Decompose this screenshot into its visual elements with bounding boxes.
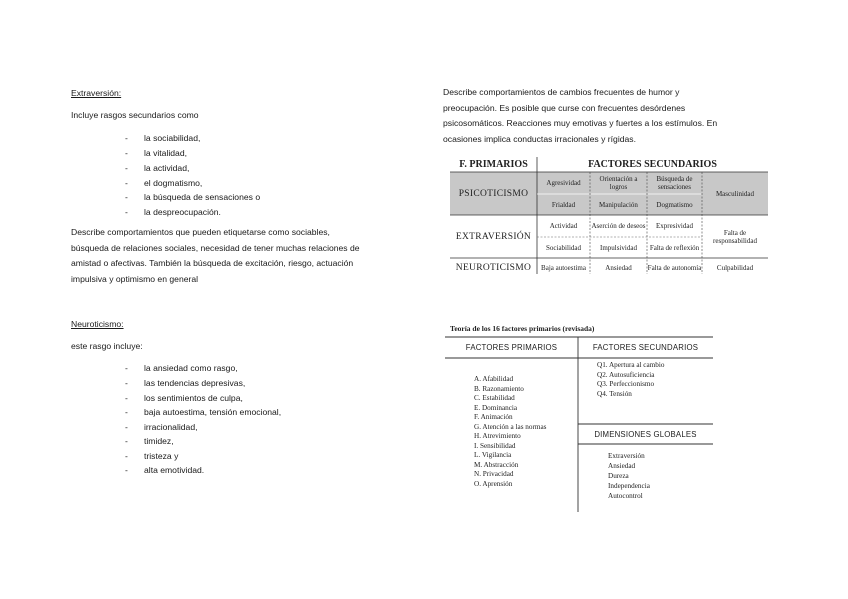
- list-item: L. Vigilancia: [474, 451, 512, 459]
- list-item: Dureza: [608, 472, 629, 480]
- list-item: Q2. Autosuficiencia: [597, 370, 655, 379]
- cell-ansiedad: Ansiedad: [605, 264, 632, 272]
- cell-culpabilidad: Culpabilidad: [716, 264, 754, 272]
- list-item: G. Atención a las normas: [474, 422, 547, 431]
- list-item: I. Sensibilidad: [474, 441, 516, 450]
- cell-dogmatismo: Dogmatismo: [656, 200, 693, 209]
- cell-manipulacion: Manipulación: [599, 200, 638, 209]
- cell-falta-reflexion: Falta de reflexión: [649, 243, 700, 252]
- list-item: Independencia: [608, 482, 650, 490]
- extraversion-intro: Incluye rasgos secundarios como: [71, 110, 199, 120]
- extraversion-description: Describe comportamientos que pueden etiquetarse como sociables, búsqueda de relaciones sociales, necesidad de tener muchas relaciones de amistad o afectivas. También la búsqueda de excitación, riesgo, actuación impulsiva y optimismo en general: [71, 227, 360, 284]
- list-item: E. Dominancia: [474, 403, 518, 412]
- list-item: A. Afabilidad: [474, 375, 514, 383]
- extraversion-label: EXTRAVERSIÓN: [455, 231, 532, 242]
- neuroticismo-label: NEUROTICISMO: [455, 263, 532, 273]
- cell-expresividad: Expresividad: [656, 222, 693, 230]
- neuroticism-description: Describe comportamientos de cambios frecuentes de humor y preocupación. Es posible que curse con frecuentes desórdenes psicosomáticos. Reacciones muy emotivas y fuertes a los estímulos. En ocasiones implica conductas irracionales y rígidas.: [443, 87, 718, 144]
- cell-masculinidad: Masculinidad: [715, 189, 755, 198]
- cell-frialdad: Frialdad: [551, 200, 576, 209]
- psicoticismo-label: PSICOTICISMO: [458, 188, 529, 199]
- list-item: Autocontrol: [608, 492, 643, 500]
- list-item: C. Estabilidad: [474, 394, 515, 402]
- col-secondary-header: FACTORES SECUNDARIOS: [588, 158, 717, 170]
- cell-impulsividad: Impulsividad: [600, 243, 637, 252]
- global-dimensions-header: DIMENSIONES GLOBALES: [594, 429, 697, 439]
- cell-actividad: Actividad: [549, 222, 578, 230]
- col-primary-header: F. PRIMARIOS: [459, 158, 528, 170]
- list-item: H. Atrevimiento: [474, 432, 521, 440]
- cell-sociabilidad: Sociabilidad: [546, 243, 581, 252]
- neuroticism-intro: este rasgo incluye:: [71, 341, 143, 351]
- list-item: O. Aprensión: [474, 479, 513, 488]
- list-item: N. Privacidad: [474, 470, 514, 478]
- sixteen-pf-figure: [445, 324, 713, 514]
- list-item: Q3. Perfeccionismo: [597, 380, 655, 388]
- cell-busqueda: Búsqueda de sensaciones: [656, 175, 693, 191]
- cell-falta-responsabilidad: Falta de responsabilidad: [713, 228, 757, 245]
- primary-factors-header: FACTORES PRIMARIOS: [465, 343, 558, 352]
- neuroticism-heading: Neuroticismo:: [71, 319, 124, 329]
- cell-agresividad: Agresividad: [546, 179, 581, 187]
- cell-baja-autoestima: Baja autoestima: [541, 264, 586, 272]
- cell-asercion: Aserción de deseos: [591, 222, 646, 230]
- factors-table: [450, 157, 768, 274]
- list-item: M. Abstracción: [474, 460, 519, 469]
- list-item: Q4. Tensión: [597, 389, 632, 398]
- cell-falta-autonomia: Falta de autonomía: [647, 264, 702, 272]
- list-item: Q1. Apertura al cambio: [597, 361, 665, 369]
- sixteen-pf-caption: Teoría de los 16 factores primarios (revisada): [450, 324, 595, 333]
- extraversion-heading: Extraversión:: [71, 88, 122, 98]
- list-item: B. Razonamiento: [474, 384, 524, 393]
- cell-orientacion: Orientación a logros: [599, 175, 638, 191]
- list-item: Extraversión: [608, 452, 645, 460]
- secondary-factors-header: FACTORES SECUNDARIOS: [592, 343, 699, 352]
- list-item: F. Animación: [474, 413, 513, 421]
- list-item: Ansiedad: [608, 462, 636, 470]
